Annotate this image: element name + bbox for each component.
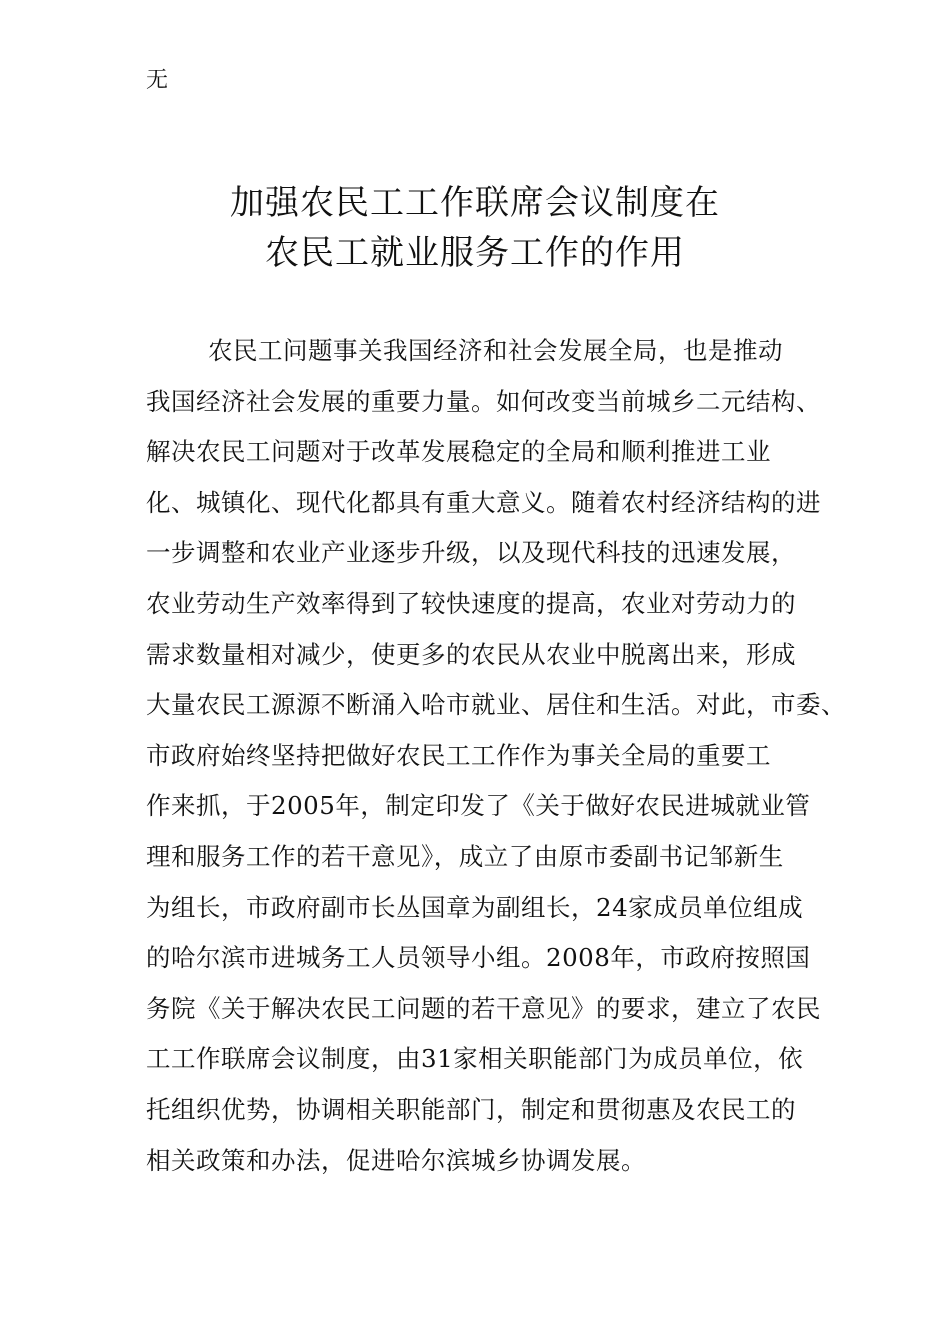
paragraph-line: 需求数量相对减少，使更多的农民从农业中脱离出来，形成 bbox=[146, 639, 796, 669]
paragraph-line: 为组长，市政府副市长丛国章为副组长，24家成员单位组成 bbox=[146, 892, 804, 922]
paragraph-line: 作来抓，于2005年，制定印发了《关于做好农民进城就业管 bbox=[146, 791, 811, 821]
paragraph-line: 一步调整和农业产业逐步升级，以及现代科技的迅速发展， bbox=[146, 538, 796, 568]
title-line-2: 农民工就业服务工作的作用 bbox=[265, 233, 685, 273]
paragraph-line: 解决农民工问题对于改革发展稳定的全局和顺利推进工业 bbox=[146, 437, 771, 467]
paragraph-line: 工工作联席会议制度，由31家相关职能部门为成员单位，依 bbox=[146, 1044, 804, 1074]
paragraph-line: 理和服务工作的若干意见》，成立了由原市委副书记邹新生 bbox=[146, 841, 784, 871]
header-mark: 无 bbox=[146, 68, 169, 93]
paragraph-line: 我国经济社会发展的重要力量。如何改变当前城乡二元结构、 bbox=[146, 386, 821, 416]
paragraph-line: 托组织优势，协调相关职能部门，制定和贯彻惠及农民工的 bbox=[146, 1094, 796, 1124]
paragraph-line: 相关政策和办法，促进哈尔滨城乡协调发展。 bbox=[146, 1145, 646, 1175]
paragraph-line: 市政府始终坚持把做好农民工工作作为事关全局的重要工 bbox=[146, 740, 771, 770]
paragraph-line: 化、城镇化、现代化都具有重大意义。随着农村经济结构的进 bbox=[146, 487, 821, 517]
title-line-1: 加强农民工工作联席会议制度在 bbox=[230, 183, 720, 223]
paragraph-line: 大量农民工源源不断涌入哈市就业、居住和生活。对此，市委、 bbox=[146, 690, 846, 720]
paragraph-line: 的哈尔滨市进城务工人员领导小组。2008年，市政府按照国 bbox=[146, 943, 811, 973]
paragraph-line: 务院《关于解决农民工问题的若干意见》的要求，建立了农民 bbox=[146, 993, 821, 1023]
body-paragraph bbox=[146, 326, 846, 1186]
document-title bbox=[0, 178, 950, 278]
paragraph-line: 农民工问题事关我国经济和社会发展全局，也是推动 bbox=[208, 336, 783, 365]
paragraph-line: 农业劳动生产效率得到了较快速度的提高，农业对劳动力的 bbox=[146, 588, 796, 618]
